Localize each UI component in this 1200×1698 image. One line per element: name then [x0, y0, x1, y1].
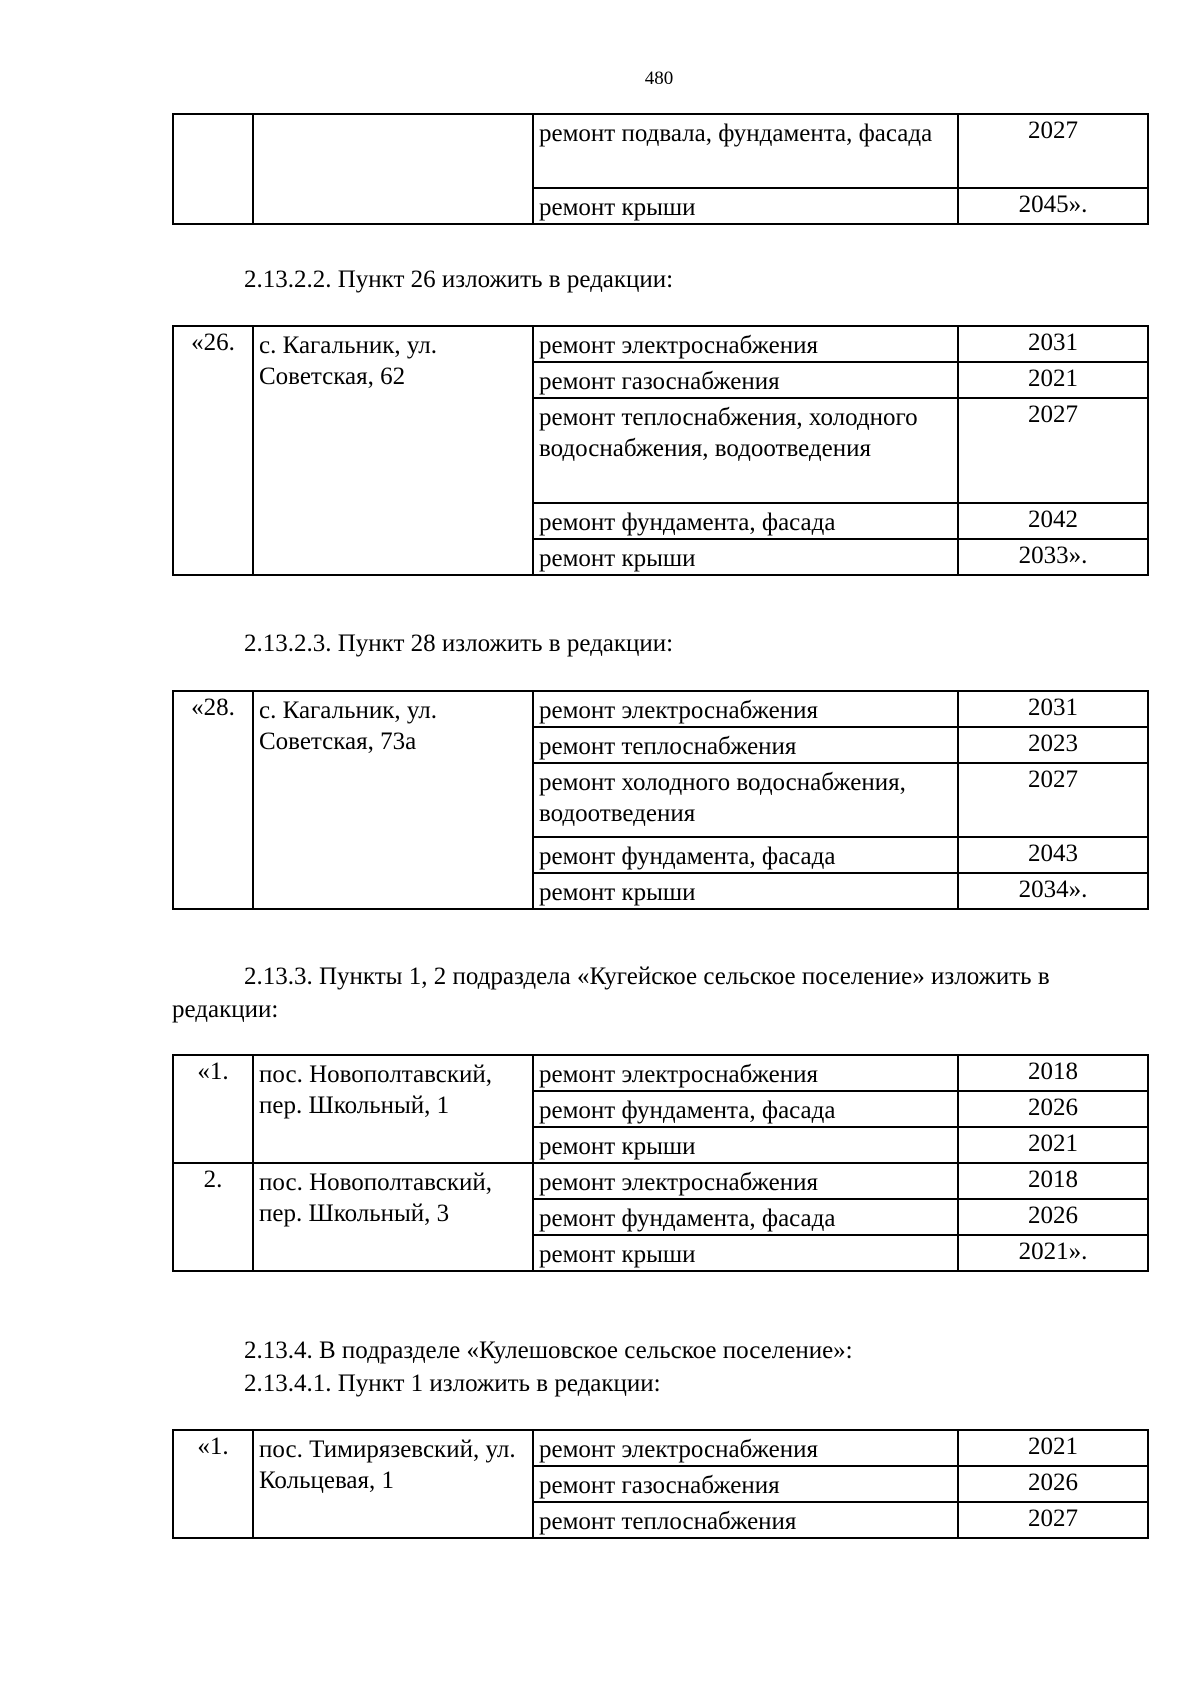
paragraph-item-2-13-4-1: [172, 1367, 1147, 1400]
year-cell: 2018: [958, 1055, 1148, 1091]
table-continuation: [172, 113, 1149, 225]
table-item-26: [172, 325, 1149, 576]
work-cell: ремонт газоснабжения: [533, 362, 958, 398]
address-cell: пос. Новополтавский, пер. Школьный, 1: [253, 1055, 533, 1163]
paragraph-text: 2.13.4.1. Пункт 1 изложить в редакции:: [244, 1370, 661, 1397]
page-number: 480: [644, 68, 674, 89]
table-row: [173, 691, 1148, 727]
table-row: [173, 1163, 1148, 1199]
year-cell: 2026: [958, 1466, 1148, 1502]
table-row: [173, 114, 1148, 188]
address-cell: с. Кагальник, ул. Советская, 62: [253, 326, 533, 575]
paragraph-text: 2.13.2.2. Пункт 26 изложить в редакции:: [244, 266, 674, 293]
paragraph-item-2-13-4: [172, 1334, 1147, 1367]
work-cell: ремонт крыши: [533, 1127, 958, 1163]
work-cell: ремонт теплоснабжения: [533, 727, 958, 763]
year-cell: 2034».: [958, 873, 1148, 909]
table-kugeyskoe: [172, 1054, 1149, 1272]
address-cell: пос. Тимирязевский, ул. Кольцевая, 1: [253, 1430, 533, 1538]
work-cell: ремонт крыши: [533, 539, 958, 575]
work-cell: ремонт электроснабжения: [533, 326, 958, 362]
work-cell: ремонт крыши: [533, 188, 958, 224]
year-cell: 2033».: [958, 539, 1148, 575]
year-cell: 2021: [958, 362, 1148, 398]
year-cell: 2021».: [958, 1235, 1148, 1271]
year-cell: 2027: [958, 398, 1148, 503]
work-cell: ремонт теплоснабжения, холодного водоснабжения, водоотведения: [533, 398, 958, 503]
table-kuleshovskoe: [172, 1429, 1149, 1539]
paragraph-text: 2.13.3. Пункты 1, 2 подраздела «Кугейское сельское поселение» изложить в редакции:: [172, 963, 1050, 1023]
work-cell: ремонт фундамента, фасада: [533, 837, 958, 873]
paragraph-item-2-13-2-2: [172, 263, 1147, 296]
year-cell: 2021: [958, 1430, 1148, 1466]
work-cell: ремонт электроснабжения: [533, 1055, 958, 1091]
table-row: [173, 326, 1148, 362]
table-item-28: [172, 690, 1149, 910]
row-number-cell: [173, 114, 253, 224]
year-cell: 2023: [958, 727, 1148, 763]
paragraph-text: 2.13.4. В подразделе «Кулешовское сельское поселение»:: [244, 1337, 853, 1364]
work-cell: ремонт подвала, фундамента, фасада: [533, 114, 958, 188]
year-cell: 2026: [958, 1199, 1148, 1235]
year-cell: 2042: [958, 503, 1148, 539]
work-cell: ремонт электроснабжения: [533, 1430, 958, 1466]
year-cell: 2027: [958, 1502, 1148, 1538]
work-cell: ремонт теплоснабжения: [533, 1502, 958, 1538]
table-row: [173, 1430, 1148, 1466]
year-cell: 2018: [958, 1163, 1148, 1199]
row-number-cell: «26.: [173, 326, 253, 575]
paragraph-text: 2.13.2.3. Пункт 28 изложить в редакции:: [244, 630, 674, 657]
work-cell: ремонт крыши: [533, 873, 958, 909]
year-cell: 2043: [958, 837, 1148, 873]
table-row: [173, 1055, 1148, 1091]
work-cell: ремонт фундамента, фасада: [533, 1199, 958, 1235]
address-cell: с. Кагальник, ул. Советская, 73а: [253, 691, 533, 909]
address-cell: пос. Новополтавский, пер. Школьный, 3: [253, 1163, 533, 1271]
year-cell: 2027: [958, 114, 1148, 188]
row-number-cell: «28.: [173, 691, 253, 909]
year-cell: 2021: [958, 1127, 1148, 1163]
row-number-cell: «1.: [173, 1430, 253, 1538]
row-number-cell: «1.: [173, 1055, 253, 1163]
work-cell: ремонт газоснабжения: [533, 1466, 958, 1502]
year-cell: 2031: [958, 691, 1148, 727]
work-cell: ремонт фундамента, фасада: [533, 503, 958, 539]
address-cell: [253, 114, 533, 224]
work-cell: ремонт фундамента, фасада: [533, 1091, 958, 1127]
work-cell: ремонт крыши: [533, 1235, 958, 1271]
work-cell: ремонт электроснабжения: [533, 691, 958, 727]
year-cell: 2045».: [958, 188, 1148, 224]
work-cell: ремонт холодного водоснабжения, водоотведения: [533, 763, 958, 837]
year-cell: 2031: [958, 326, 1148, 362]
paragraph-item-2-13-3: [172, 960, 1147, 1026]
year-cell: 2027: [958, 763, 1148, 837]
row-number-cell: 2.: [173, 1163, 253, 1271]
work-cell: ремонт электроснабжения: [533, 1163, 958, 1199]
year-cell: 2026: [958, 1091, 1148, 1127]
paragraph-item-2-13-2-3: [172, 627, 1147, 660]
